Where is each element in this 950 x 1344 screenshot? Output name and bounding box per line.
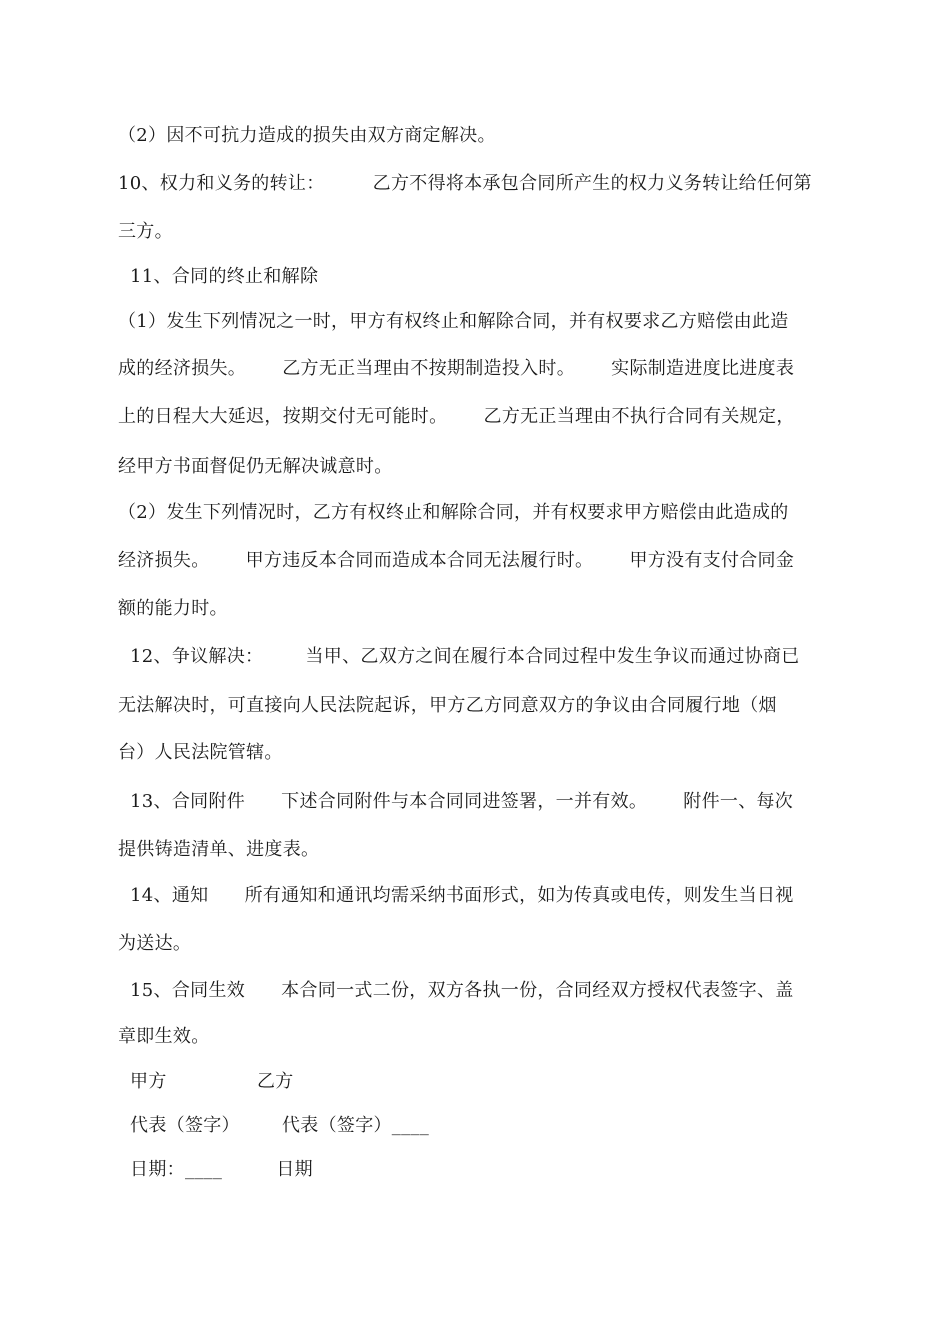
text-line: 12、争议解决： 当甲、乙双方之间在履行本合同过程中发生争议而通过协商已 <box>118 646 800 667</box>
text-line: 无法解决时，可直接向人民法院起诉，甲方乙方同意双方的争议由合同履行地（烟 <box>118 695 777 716</box>
text-line: （1）发生下列情况之一时，甲方有权终止和解除合同，并有权要求乙方赔偿由此造 <box>118 311 789 332</box>
text-line: 经甲方书面督促仍无解决诚意时。 <box>118 456 393 477</box>
text-line: 14、通知 所有通知和通讯均需采纳书面形式，如为传真或电传，则发生当日视 <box>118 885 794 906</box>
text-line: 15、合同生效 本合同一式二份，双方各执一份，合同经双方授权代表签字、盖 <box>118 980 794 1001</box>
text-line: 上的日程大大延迟，按期交付无可能时。 乙方无正当理由不执行合同有关规定， <box>118 406 795 427</box>
text-line: 额的能力时。 <box>118 598 228 619</box>
text-line: 章即生效。 <box>118 1026 210 1047</box>
text-line: （2）发生下列情况时，乙方有权终止和解除合同，并有权要求甲方赔偿由此造成的 <box>118 502 789 523</box>
text-line: 三方。 <box>118 221 173 242</box>
signature-party-labels: 甲方 乙方 <box>118 1071 294 1092</box>
text-line: 13、合同附件 下述合同附件与本合同同进签署，一并有效。 附件一、每次 <box>118 791 794 812</box>
text-line: 台）人民法院管辖。 <box>118 742 283 763</box>
text-line: 经济损失。 甲方违反本合同而造成本合同无法履行时。 甲方没有支付合同金 <box>118 550 795 571</box>
text-line: 11、合同的终止和解除 <box>118 266 319 287</box>
text-line: 为送达。 <box>118 933 192 954</box>
text-line: 提供铸造清单、进度表。 <box>118 839 320 860</box>
text-line: 10、权力和义务的转让： 乙方不得将本承包合同所产生的权力义务转让给任何第 <box>118 173 812 194</box>
signature-representative-line: 代表（签字） 代表（签字）____ <box>118 1115 429 1136</box>
text-line: （2）因不可抗力造成的损失由双方商定解决。 <box>118 125 496 146</box>
text-line: 成的经济损失。 乙方无正当理由不按期制造投入时。 实际制造进度比进度表 <box>118 358 795 379</box>
signature-date-line: 日期：____ 日期 <box>118 1159 313 1180</box>
